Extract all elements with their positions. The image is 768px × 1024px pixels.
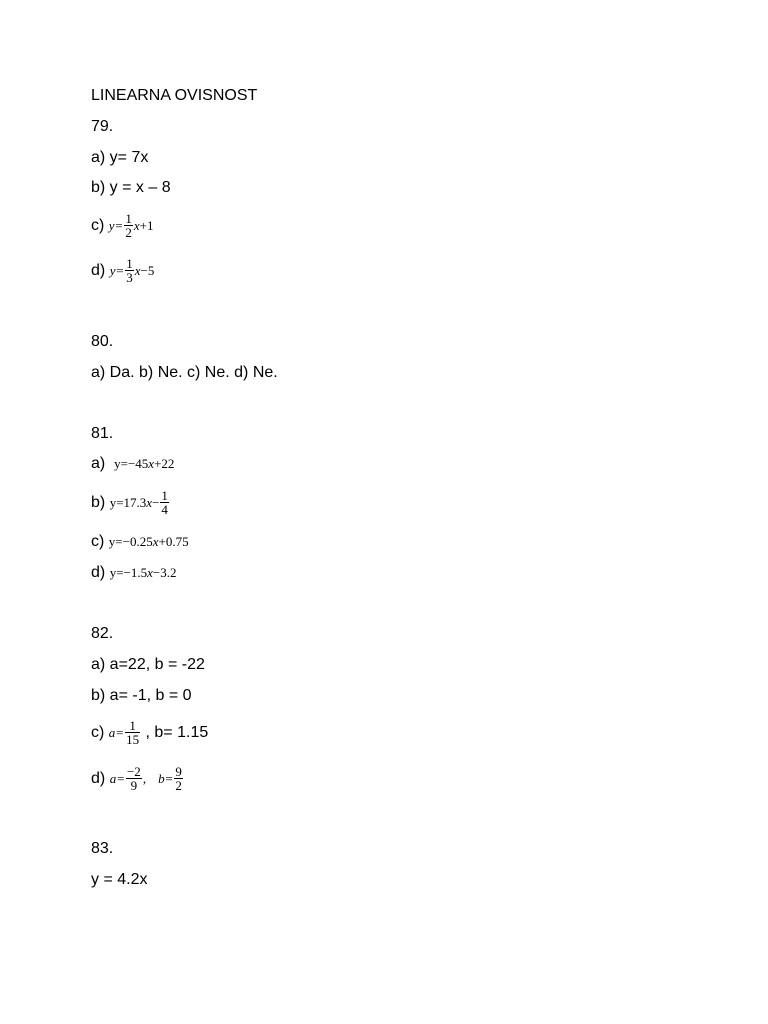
fraction: $\frac{1}{3}$: [126, 256, 133, 286]
problem-79-c: [91, 208, 153, 244]
math-minus: −: [152, 495, 160, 510]
page-title: LINEARNA OVISNOST: [91, 87, 258, 104]
problem-79-b: b) y = x – 8: [91, 179, 171, 196]
fraction: $\frac{1}{4}$: [161, 488, 168, 518]
item-label: a): [91, 455, 106, 472]
problem-81-b: [91, 485, 170, 521]
problem-79-d: [91, 253, 154, 289]
fraction-a: $\frac{-2}{9}$: [126, 764, 141, 794]
problem-82-b: b) a= -1, b = 0: [91, 687, 192, 704]
math-rest: +1: [139, 218, 154, 233]
problem-79-a: a) y= 7x: [91, 149, 149, 166]
item-label: d): [91, 770, 106, 787]
math-lhs: y=: [109, 263, 125, 278]
math-rest: −5: [140, 263, 155, 278]
math-lhs-a: a=: [109, 771, 125, 786]
problem-80-answer: a) Da. b) Ne. c) Ne. d) Ne.: [91, 364, 278, 381]
math-lhs: a=: [108, 725, 125, 740]
item-label: d): [91, 262, 106, 279]
math-rest: −3.2: [152, 565, 177, 580]
fraction: $\frac{1}{2}$: [125, 211, 132, 241]
math-lhs: y=: [108, 218, 124, 233]
problem-82-c: [91, 715, 208, 751]
math-rest: +0.75: [158, 534, 189, 549]
math-rest: +22: [154, 456, 175, 471]
math-separator: ,: [142, 771, 147, 786]
math-variable: x: [146, 495, 153, 510]
problem-82-d: [91, 761, 184, 797]
math-variable: x: [147, 565, 153, 580]
problem-82-number: 82.: [91, 625, 114, 642]
item-label: c): [91, 217, 105, 234]
math-lhs: y=−0.25: [108, 534, 153, 549]
problem-83-answer: y = 4.2x: [91, 871, 148, 888]
item-label: c): [91, 533, 105, 550]
math-rest: , b= 1.15: [145, 724, 209, 741]
math-lhs-b: b=: [158, 771, 174, 786]
problem-81-d: [91, 563, 176, 583]
fraction-b: $\frac{9}{2}$: [175, 764, 182, 794]
problem-81-c: [91, 532, 189, 552]
problem-83-number: 83.: [91, 840, 114, 857]
problem-80-number: 80.: [91, 333, 114, 350]
math-lhs: y=−1.5: [109, 565, 148, 580]
item-label: c): [91, 724, 105, 741]
fraction: $\frac{1}{15}$: [126, 718, 140, 748]
problem-81-number: 81.: [91, 425, 114, 442]
math-variable: x: [134, 263, 141, 278]
item-label: d): [91, 564, 106, 581]
problem-82-a: a) a=22, b = -22: [91, 656, 205, 673]
math-lhs: y=−45: [114, 456, 149, 471]
math-lhs: y=17.3: [109, 495, 147, 510]
math-variable: x: [152, 534, 159, 549]
item-label: b): [91, 494, 106, 511]
math-variable: x: [133, 218, 140, 233]
problem-79-number: 79.: [91, 118, 114, 135]
math-variable: x: [148, 456, 155, 471]
problem-81-a: [91, 454, 174, 474]
